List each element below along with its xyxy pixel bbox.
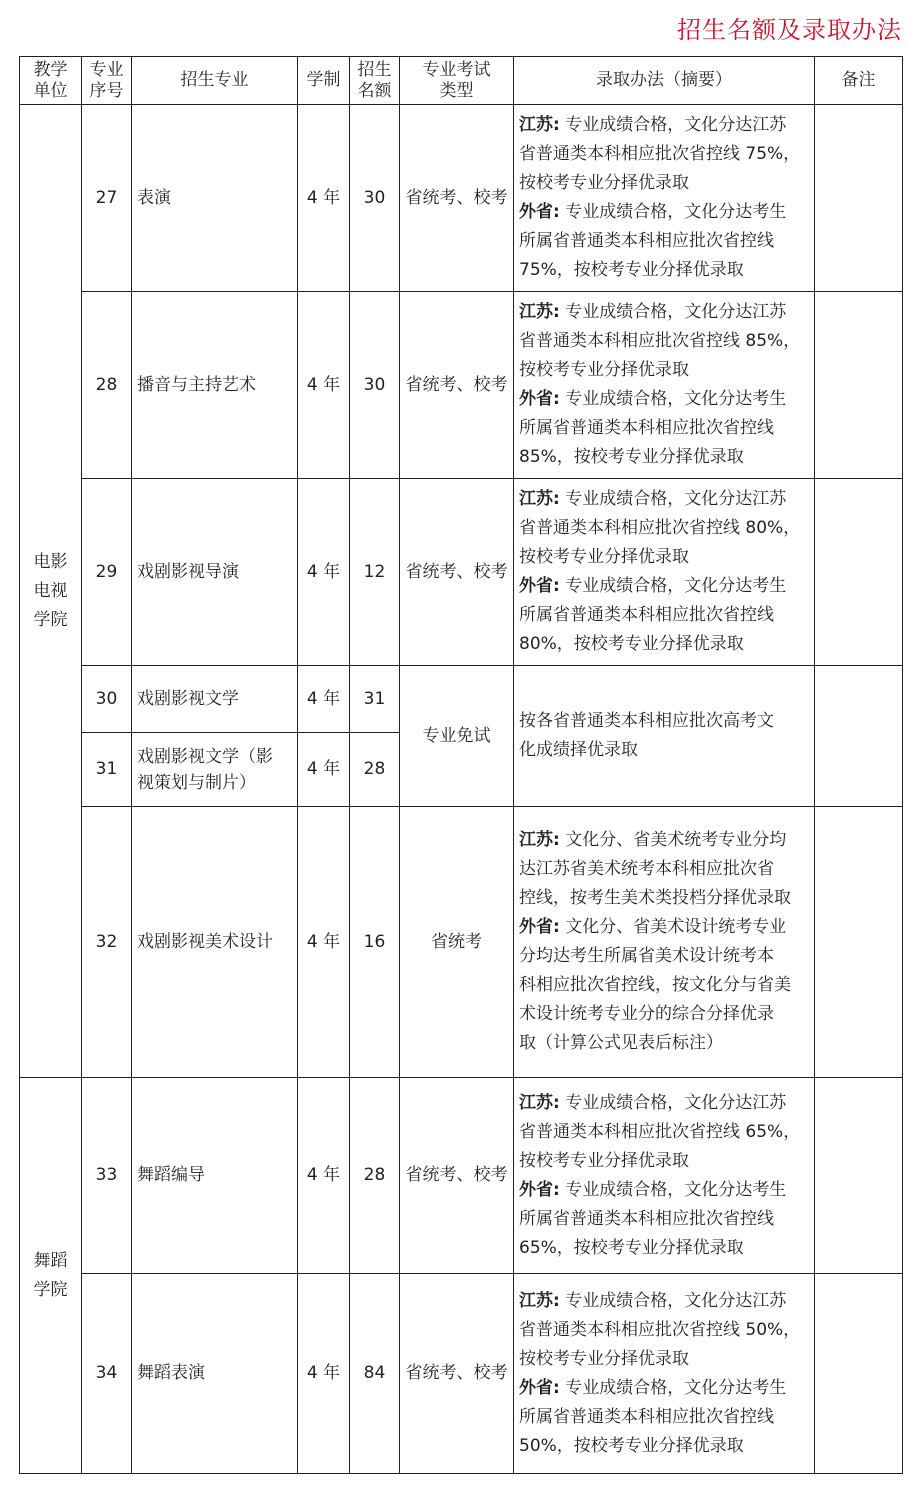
quota-cell: 31 — [350, 666, 400, 733]
note-cell — [815, 292, 903, 479]
header-duration: 学制 — [298, 57, 350, 105]
page-title: 招生名额及录取办法 — [677, 16, 902, 44]
exam-cell: 省统考、校考 — [400, 1078, 514, 1274]
seq-cell: 31 — [82, 733, 132, 807]
header-exam: 专业考试 类型 — [400, 57, 514, 105]
note-cell — [815, 479, 903, 666]
seq-cell: 28 — [82, 292, 132, 479]
major-cell: 戏剧影视导演 — [132, 479, 298, 666]
major-cell: 播音与主持艺术 — [132, 292, 298, 479]
header-row — [20, 57, 903, 105]
unit-cell-film: 电影 电视 学院 — [20, 105, 82, 1078]
method-cell: 江苏: 专业成绩合格，文化分达江苏 省普通类本科相应批次省控线 85%， 按校考专业分择优录取 外省: 专业成绩合格，文化分达考生 所属省普通类本科相应批次省控线 85%，按校考专业分择优录取 — [514, 292, 815, 479]
duration-cell: 4 年 — [298, 105, 350, 292]
seq-cell: 29 — [82, 479, 132, 666]
header-quota: 招生 名额 — [350, 57, 400, 105]
unit-cell-dance: 舞蹈 学院 — [20, 1078, 82, 1474]
seq-cell: 27 — [82, 105, 132, 292]
quota-cell: 84 — [350, 1274, 400, 1474]
duration-cell: 4 年 — [298, 733, 350, 807]
seq-cell: 33 — [82, 1078, 132, 1274]
duration-cell: 4 年 — [298, 666, 350, 733]
seq-cell: 34 — [82, 1274, 132, 1474]
duration-cell: 4 年 — [298, 807, 350, 1078]
duration-cell: 4 年 — [298, 292, 350, 479]
table-row — [20, 1274, 903, 1474]
major-cell: 舞蹈表演 — [132, 1274, 298, 1474]
method-cell: 江苏: 专业成绩合格，文化分达江苏 省普通类本科相应批次省控线 65%， 按校考专业分择优录取 外省: 专业成绩合格，文化分达考生 所属省普通类本科相应批次省控线 65%，按校考专业分择优录取 — [514, 1078, 815, 1274]
duration-cell: 4 年 — [298, 1078, 350, 1274]
quota-cell: 12 — [350, 479, 400, 666]
major-cell: 戏剧影视美术设计 — [132, 807, 298, 1078]
seq-cell: 30 — [82, 666, 132, 733]
header-note: 备注 — [815, 57, 903, 105]
major-cell: 戏剧影视文学（影 视策划与制片） — [132, 733, 298, 807]
table-row — [20, 292, 903, 479]
exam-cell: 省统考、校考 — [400, 292, 514, 479]
exam-cell: 省统考、校考 — [400, 1274, 514, 1474]
exam-cell: 省统考、校考 — [400, 105, 514, 292]
method-cell: 江苏: 文化分、省美术统考专业分均 达江苏省美术统考本科相应批次省 控线，按考生美术类投档分择优录取 外省: 文化分、省美术设计统考专业 分均达考生所属省美术设计统考本 科相应批次省控线，按文化分与省美 术设计统考专业分的综合分择优录 取（计算公式见表后标注） — [514, 807, 815, 1078]
duration-cell: 4 年 — [298, 479, 350, 666]
note-cell — [815, 666, 903, 807]
major-cell: 表演 — [132, 105, 298, 292]
method-cell: 江苏: 专业成绩合格，文化分达江苏 省普通类本科相应批次省控线 50%， 按校考专业分择优录取 外省: 专业成绩合格，文化分达考生 所属省普通类本科相应批次省控线 50%，按校考专业分择优录取 — [514, 1274, 815, 1474]
table-row — [20, 479, 903, 666]
note-cell — [815, 105, 903, 292]
table-row — [20, 105, 903, 292]
method-cell-merged: 按各省普通类本科相应批次高考文 化成绩择优录取 — [514, 666, 815, 807]
exam-cell: 省统考、校考 — [400, 479, 514, 666]
exam-cell: 省统考 — [400, 807, 514, 1078]
major-cell: 戏剧影视文学 — [132, 666, 298, 733]
table-row — [20, 666, 903, 733]
note-cell — [815, 1078, 903, 1274]
table-row — [20, 1078, 903, 1274]
admission-table — [19, 56, 903, 1474]
seq-cell: 32 — [82, 807, 132, 1078]
table-row — [20, 807, 903, 1078]
note-cell — [815, 807, 903, 1078]
quota-cell: 30 — [350, 105, 400, 292]
quota-cell: 28 — [350, 1078, 400, 1274]
exam-cell-merged: 专业免试 — [400, 666, 514, 807]
quota-cell: 16 — [350, 807, 400, 1078]
header-major: 招生专业 — [132, 57, 298, 105]
header-seq: 专业 序号 — [82, 57, 132, 105]
major-cell: 舞蹈编导 — [132, 1078, 298, 1274]
quota-cell: 30 — [350, 292, 400, 479]
note-cell — [815, 1274, 903, 1474]
header-method: 录取办法（摘要） — [514, 57, 815, 105]
quota-cell: 28 — [350, 733, 400, 807]
method-cell: 江苏: 专业成绩合格，文化分达江苏 省普通类本科相应批次省控线 80%， 按校考专业分择优录取 外省: 专业成绩合格，文化分达考生 所属省普通类本科相应批次省控线 80%，按校考专业分择优录取 — [514, 479, 815, 666]
duration-cell: 4 年 — [298, 1274, 350, 1474]
method-cell: 江苏: 专业成绩合格，文化分达江苏 省普通类本科相应批次省控线 75%， 按校考专业分择优录取 外省: 专业成绩合格，文化分达考生 所属省普通类本科相应批次省控线 75%，按校考专业分择优录取 — [514, 105, 815, 292]
header-unit: 教学 单位 — [20, 57, 82, 105]
